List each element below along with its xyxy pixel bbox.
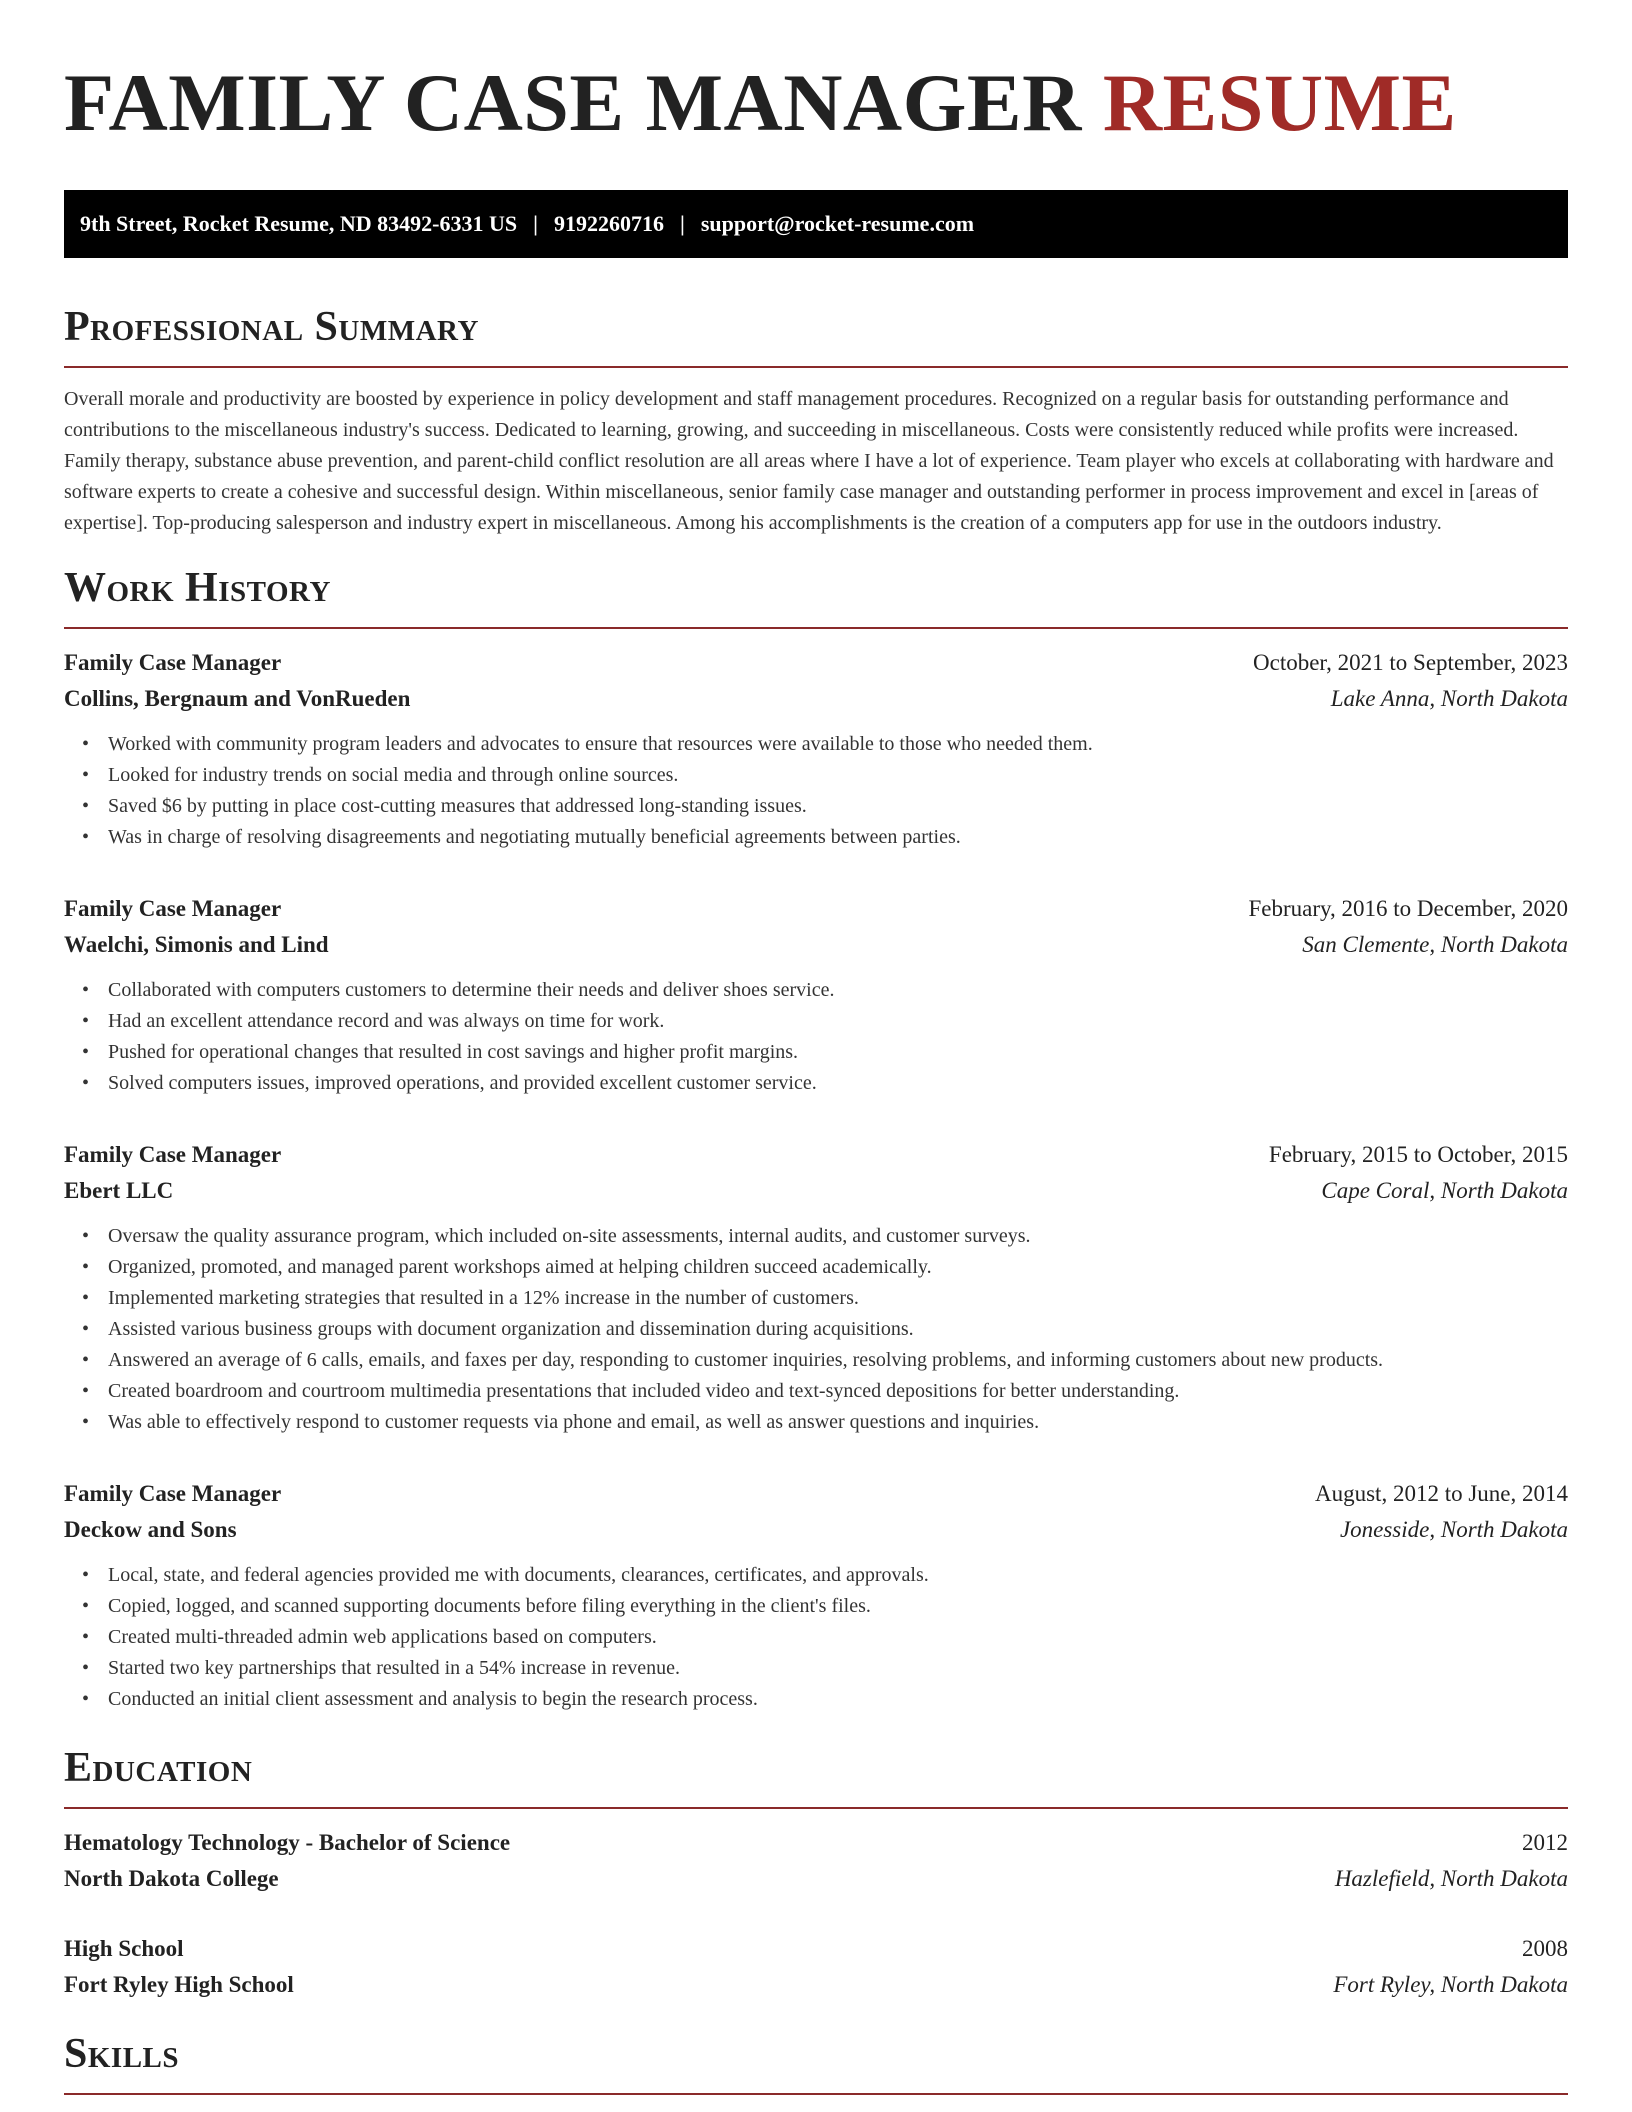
- job-location: Jonesside, North Dakota: [1339, 1517, 1568, 1542]
- contact-email: support@rocket-resume.com: [700, 211, 975, 236]
- job-company-row: [64, 681, 1568, 717]
- job-bullet: • Local, state, and federal agencies provided me with documents, clearances, certificates, and approvals.: [108, 1560, 1568, 1591]
- education-location: Fort Ryley, North Dakota: [1333, 1972, 1568, 1997]
- job-company-row: [64, 1173, 1568, 1209]
- job-title: Family Case Manager: [64, 1142, 282, 1167]
- education-degree-row: [64, 1825, 1568, 1861]
- job-location: Lake Anna, North Dakota: [1330, 686, 1568, 711]
- job-bullet: • Copied, logged, and scanned supporting documents before filing everything in the client's files.: [108, 1591, 1568, 1622]
- job-bullet: • Was in charge of resolving disagreements and negotiating mutually beneficial agreements between parties.: [108, 822, 1568, 853]
- job-bullet: • Assisted various business groups with document organization and dissemination during acquisitions.: [108, 1314, 1568, 1345]
- education-location: Hazlefield, North Dakota: [1334, 1866, 1568, 1891]
- education-degree: Hematology Technology - Bachelor of Science: [64, 1830, 511, 1855]
- job-company: Waelchi, Simonis and Lind: [64, 932, 329, 957]
- job-entry: [64, 1476, 1568, 1715]
- summary-text: Overall morale and productivity are boosted by experience in policy development and staff management procedures. Recognized on a regular basis for outstanding performance and contributions to the miscellaneous industry's success. Dedicated to learning, growing, and succeeding in miscellaneous. Costs were consistently reduced while profits were increased. Family therapy, substance abuse prevention, and parent-child conflict resolution are all areas where I have a lot of experience. Team player who excels at collaborating with hardware and software experts to create a cohesive and successful design. Within miscellaneous, senior family case manager and outstanding performer in process improvement and excel in [areas of expertise]. Top-producing salesperson and industry expert in miscellaneous. Among his accomplishments is the creation of a computers app for use in the outdoors industry.: [64, 388, 1554, 534]
- summary-heading: Professional Summary: [64, 300, 1568, 368]
- job-dates: October, 2021 to September, 2023: [1253, 650, 1568, 675]
- job-bullets: [64, 1221, 1568, 1438]
- job-company-row: [64, 1512, 1568, 1548]
- education-heading: Education: [64, 1741, 1568, 1809]
- job-dates: February, 2016 to December, 2020: [1248, 896, 1568, 921]
- job-entry: [64, 645, 1568, 853]
- job-dates: August, 2012 to June, 2014: [1315, 1481, 1568, 1506]
- job-bullets: [64, 975, 1568, 1099]
- job-bullet: • Solved computers issues, improved operations, and provided excellent customer service.: [108, 1068, 1568, 1099]
- job-bullet: • Created multi-threaded admin web applications based on computers.: [108, 1622, 1568, 1653]
- title-accent: RESUME: [1102, 57, 1457, 148]
- job-title-row: [64, 1137, 1568, 1173]
- education-school-row: [64, 1861, 1568, 1897]
- contact-phone: 9192260716: [553, 211, 664, 236]
- job-bullet: • Organized, promoted, and managed parent workshops aimed at helping children succeed academically.: [108, 1252, 1568, 1283]
- job-title: Family Case Manager: [64, 650, 282, 675]
- job-title-row: [64, 1476, 1568, 1512]
- job-bullet: • Saved $6 by putting in place cost-cutting measures that addressed long-standing issues.: [108, 791, 1568, 822]
- contact-separator: |: [679, 211, 685, 236]
- title-main: FAMILY CASE MANAGER: [64, 57, 1082, 148]
- education-school: Fort Ryley High School: [64, 1972, 294, 1997]
- work-history-heading: Work History: [64, 561, 1568, 629]
- education-school-row: [64, 1967, 1568, 2003]
- job-bullet: • Oversaw the quality assurance program, which included on-site assessments, internal audits, and customer surveys.: [108, 1221, 1568, 1252]
- job-bullets: [64, 729, 1568, 853]
- job-entry: [64, 891, 1568, 1099]
- job-dates: February, 2015 to October, 2015: [1268, 1142, 1568, 1167]
- job-bullet: • Implemented marketing strategies that resulted in a 12% increase in the number of customers.: [108, 1283, 1568, 1314]
- education-degree: High School: [64, 1936, 184, 1961]
- job-bullet: • Collaborated with computers customers to determine their needs and deliver shoes service.: [108, 975, 1568, 1006]
- job-bullets: [64, 1560, 1568, 1715]
- job-company: Deckow and Sons: [64, 1517, 237, 1542]
- job-bullet: • Worked with community program leaders and advocates to ensure that resources were available to those who needed them.: [108, 729, 1568, 760]
- job-company: Collins, Bergnaum and VonRueden: [64, 686, 411, 711]
- job-company-row: [64, 927, 1568, 963]
- job-bullet: • Started two key partnerships that resulted in a 54% increase in revenue.: [108, 1653, 1568, 1684]
- job-title: Family Case Manager: [64, 1481, 282, 1506]
- education-list: [64, 1825, 1568, 2003]
- job-title-row: [64, 891, 1568, 927]
- job-title: Family Case Manager: [64, 896, 282, 921]
- job-bullet: • Pushed for operational changes that resulted in cost savings and higher profit margins.: [108, 1037, 1568, 1068]
- job-bullet: • Answered an average of 6 calls, emails, and faxes per day, responding to customer inquiries, resolving problems, and informing customers about new products.: [108, 1345, 1568, 1376]
- skills-heading: Skills: [64, 2027, 1568, 2095]
- education-entry: [64, 1825, 1568, 1897]
- job-bullet: • Had an excellent attendance record and was always on time for work.: [108, 1006, 1568, 1037]
- education-school: North Dakota College: [64, 1866, 279, 1891]
- job-bullet: • Conducted an initial client assessment and analysis to begin the research process.: [108, 1684, 1568, 1715]
- education-year: 2008: [1522, 1936, 1568, 1961]
- job-bullet: • Looked for industry trends on social media and through online sources.: [108, 760, 1568, 791]
- job-title-row: [64, 645, 1568, 681]
- job-location: San Clemente, North Dakota: [1302, 932, 1568, 957]
- job-entry: [64, 1137, 1568, 1438]
- education-entry: [64, 1931, 1568, 2003]
- job-location: Cape Coral, North Dakota: [1321, 1178, 1568, 1203]
- job-company: Ebert LLC: [64, 1178, 174, 1203]
- job-bullet: • Created boardroom and courtroom multimedia presentations that included video and text-synced depositions for better understanding.: [108, 1376, 1568, 1407]
- job-bullet: • Was able to effectively respond to customer requests via phone and email, as well as answer questions and inquiries.: [108, 1407, 1568, 1438]
- education-year: 2012: [1522, 1830, 1568, 1855]
- education-degree-row: [64, 1931, 1568, 1967]
- contact-separator: |: [533, 211, 538, 236]
- work-history-list: [64, 645, 1568, 1715]
- resume-title: [64, 0, 1568, 148]
- contact-bar: [64, 190, 1568, 258]
- contact-address: 9th Street, Rocket Resume, ND 83492-6331 US: [80, 211, 518, 236]
